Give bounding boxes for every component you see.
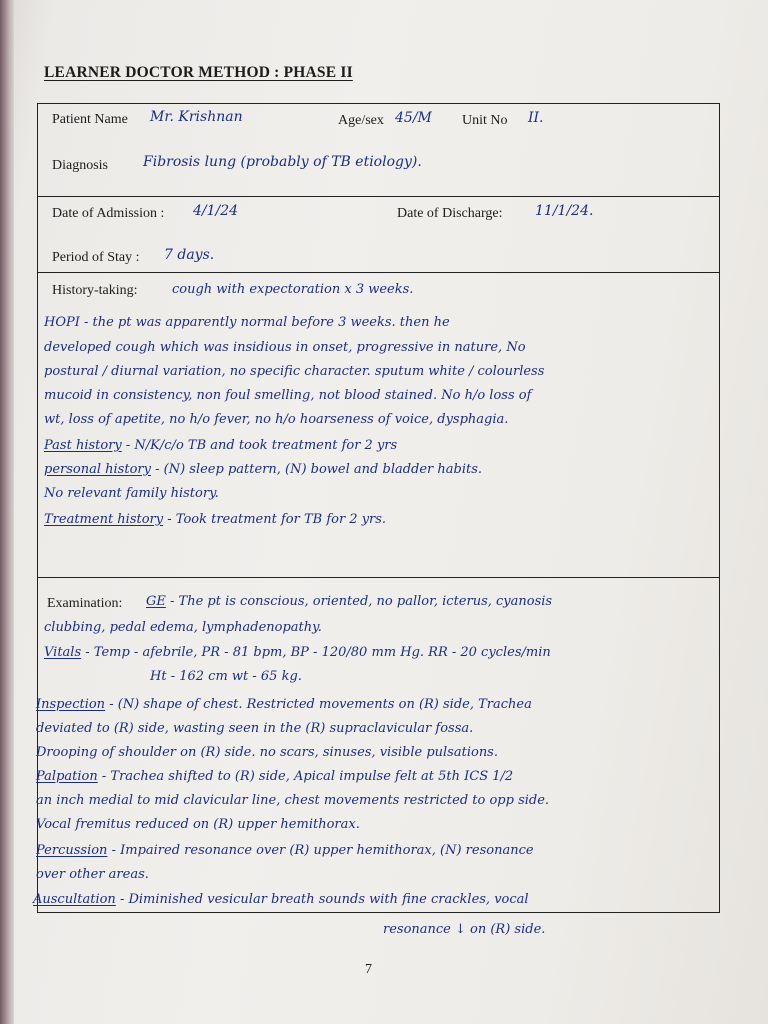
personal-history-line (44, 462, 482, 477)
vitals-text: - Temp - afebrile, PR - 81 bpm, BP - 120/80 mm Hg. RR - 20 cycles/min (85, 645, 551, 660)
inspection-text-1: - (N) shape of chest. Restricted movements on (R) side, Trachea (109, 697, 532, 712)
hopi-line-4: mucoid in consistency, non foul smelling, not blood stained. No h/o loss of (44, 388, 532, 403)
treatment-history-line (44, 512, 386, 527)
unit-no-value: II. (528, 110, 544, 126)
divider-patient (37, 196, 720, 197)
treatment-history-label: Treatment history (44, 512, 164, 527)
discharge-date-label: Date of Discharge: (397, 206, 503, 221)
personal-history-text: - (N) sleep pattern, (N) bowel and bladder habits. (155, 462, 483, 477)
general-exam-line-2: clubbing, pedal edema, lymphadenopathy. (44, 620, 322, 635)
history-label: History-taking: (52, 283, 138, 298)
age-sex-value: 45/M (395, 110, 432, 126)
family-history-line: No relevant family history. (44, 486, 219, 501)
period-of-stay-label: Period of Stay : (52, 250, 140, 265)
vitals-line-2: Ht - 162 cm wt - 65 kg. (150, 669, 302, 684)
palpation-line-3: Vocal fremitus reduced on (R) upper hemithorax. (36, 817, 360, 832)
hopi-line-5: wt, loss of apetite, no h/o fever, no h/o hoarseness of voice, dysphagia. (44, 412, 509, 427)
palpation-label: Palpation (36, 769, 98, 784)
auscultation-line-1 (33, 892, 529, 907)
palpation-line-1 (36, 769, 513, 784)
personal-history-label: personal history (44, 462, 151, 477)
hopi-line-3: postural / diurnal variation, no specific character. sputum white / colourless (44, 364, 545, 379)
percussion-text-1: - Impaired resonance over (R) upper hemithorax, (N) resonance (111, 843, 534, 858)
diagnosis-label: Diagnosis (52, 158, 108, 173)
discharge-date-value: 11/1/24. (535, 203, 594, 219)
period-of-stay-value: 7 days. (164, 247, 215, 263)
palpation-line-2: an inch medial to mid clavicular line, chest movements restricted to opp side. (36, 793, 550, 808)
diagnosis-value: Fibrosis lung (probably of TB etiology). (143, 154, 422, 170)
hopi-line-2: developed cough which was insidious in onset, progressive in nature, No (44, 340, 526, 355)
percussion-line-1 (36, 843, 534, 858)
page-number: 7 (365, 962, 372, 977)
patient-name-label: Patient Name (52, 112, 128, 127)
divider-history (37, 577, 720, 578)
unit-no-label: Unit No (462, 113, 508, 128)
auscultation-line-2: resonance ↓ on (R) side. (383, 922, 546, 937)
chief-complaint: cough with expectoration x 3 weeks. (172, 282, 414, 297)
age-sex-label: Age/sex (338, 113, 384, 128)
auscultation-text-1: - Diminished vesicular breath sounds with fine crackles, vocal (119, 892, 529, 907)
vitals-line (44, 645, 551, 660)
general-exam-text: - The pt is conscious, oriented, no pallor, icterus, cyanosis (170, 594, 553, 609)
vitals-label: Vitals (44, 645, 82, 660)
percussion-line-2: over other areas. (36, 867, 149, 882)
inspection-line-1 (36, 697, 532, 712)
past-history-line (44, 438, 397, 453)
examination-label: Examination: (47, 596, 123, 611)
treatment-history-text: - Took treatment for TB for 2 yrs. (167, 512, 387, 527)
inspection-line-3: Drooping of shoulder on (R) side. no scars, sinuses, visible pulsations. (36, 745, 498, 760)
case-record-frame (37, 103, 720, 913)
inspection-line-2: deviated to (R) side, wasting seen in the (R) supraclavicular fossa. (36, 721, 474, 736)
patient-name-value: Mr. Krishnan (150, 109, 243, 125)
past-history-label: Past history (44, 438, 122, 453)
palpation-text-1: - Trachea shifted to (R) side, Apical impulse felt at 5th ICS 1/2 (101, 769, 514, 784)
divider-admission (37, 272, 720, 273)
inspection-label: Inspection (36, 697, 106, 712)
general-exam-label: GE (146, 594, 166, 609)
auscultation-label: Auscultation (33, 892, 116, 907)
past-history-text: - N/K/c/o TB and took treatment for 2 yrs (125, 438, 398, 453)
percussion-label: Percussion (36, 843, 108, 858)
notebook-binding (0, 0, 14, 1024)
admission-date-value: 4/1/24 (193, 203, 239, 219)
hopi-line-1: HOPI - the pt was apparently normal before 3 weeks. then he (44, 315, 450, 330)
admission-date-label: Date of Admission : (52, 206, 165, 221)
page-heading: LEARNER DOCTOR METHOD : PHASE II (44, 64, 353, 81)
general-exam-line (146, 594, 552, 609)
